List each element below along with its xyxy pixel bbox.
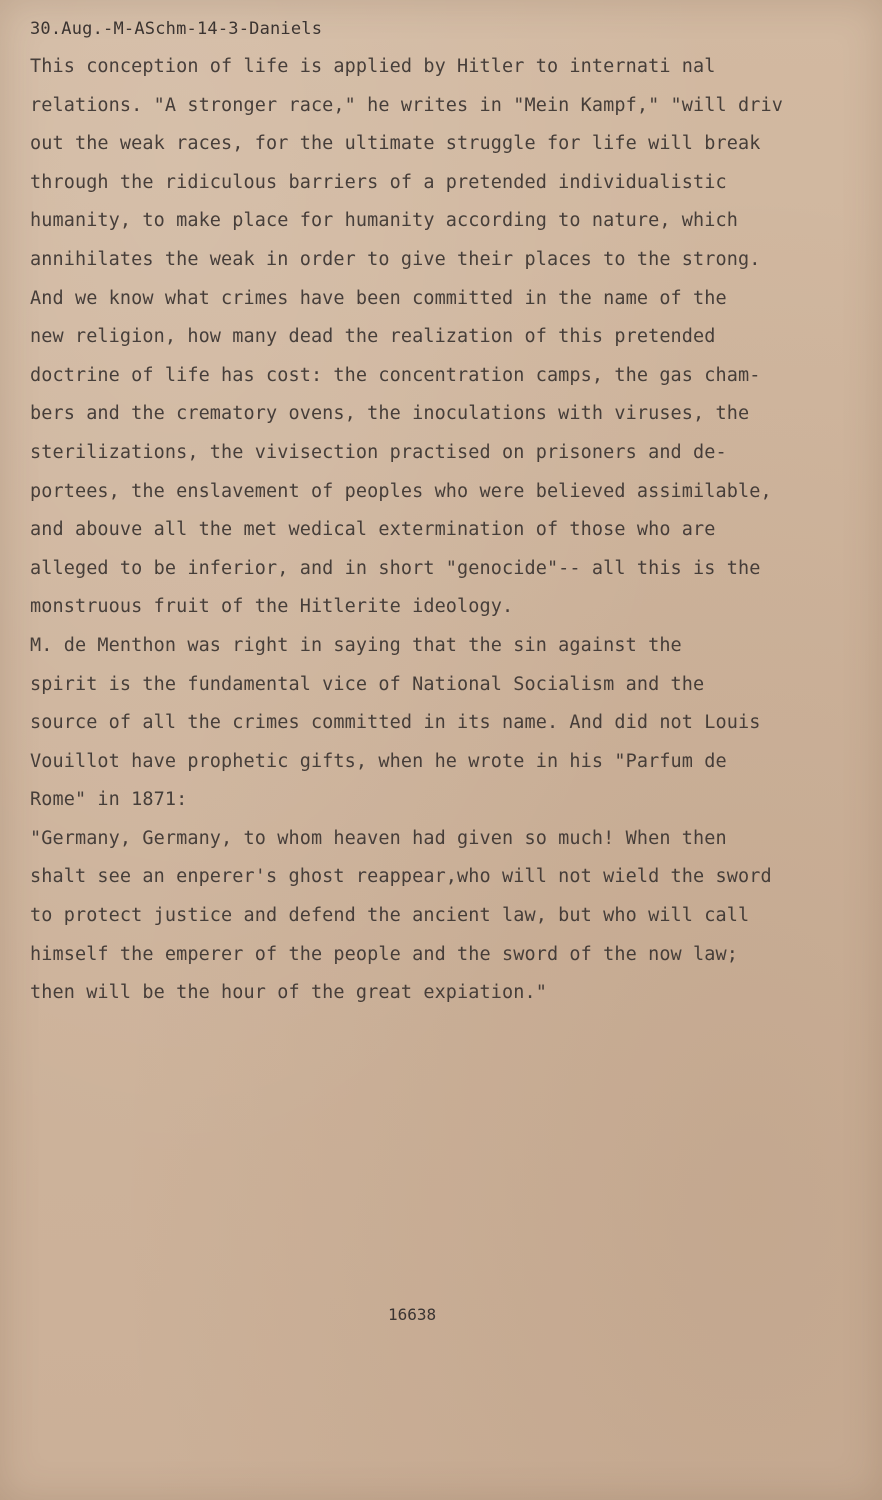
text-line: monstruous fruit of the Hitlerite ideology. (30, 596, 514, 618)
text-line: alleged to be inferior, and in short "genocide"-- all this is the (30, 557, 761, 579)
text-line: to protect justice and defend the ancient law, but who will call (30, 905, 750, 927)
text-line: doctrine of life has cost: the concentration camps, the gas cham- (30, 364, 761, 386)
document-header: 30.Aug.-M-ASchm-14-3-Daniels (30, 19, 323, 39)
text-line: himself the emperer of the people and the sword of the now law; (30, 943, 738, 965)
text-line: through the ridiculous barriers of a pretended individualistic (30, 171, 727, 193)
text-line: bers and the crematory ovens, the inoculations with viruses, the (30, 403, 750, 425)
text-line: then will be the hour of the great expiation." (30, 982, 547, 1004)
text-line: humanity, to make place for humanity according to nature, which (30, 210, 738, 232)
text-line: portees, the enslavement of peoples who were believed assimilable, (30, 480, 772, 502)
text-line: source of all the crimes committed in its name. And did not Louis (30, 712, 761, 734)
text-line: annihilates the weak in order to give their places to the strong. (30, 248, 761, 270)
text-line: sterilizations, the vivisection practised on prisoners and de- (30, 441, 727, 463)
page-number: 16638 (388, 1305, 437, 1324)
text-line: Vouillot have prophetic gifts, when he wrote in his "Parfum de (30, 750, 727, 772)
text-line: out the weak races, for the ultimate struggle for life will break (30, 133, 761, 155)
text-line: new religion, how many dead the realization of this pretended (30, 326, 716, 348)
text-line: Rome" in 1871: (30, 789, 188, 811)
text-line: And we know what crimes have been committed in the name of the (30, 287, 727, 309)
text-line: M. de Menthon was right in saying that the sin against the (30, 634, 682, 656)
document-body (30, 53, 830, 1018)
text-line: shalt see an enperer's ghost reappear,who will not wield the sword (30, 866, 772, 888)
text-line: This conception of life is applied by Hitler to internati nal (30, 56, 716, 77)
text-line: and abouve all the met wedical extermination of those who are (30, 519, 716, 541)
text-line: relations. "A stronger race," he writes in "Mein Kampf," "will driv (30, 94, 783, 116)
text-line: "Germany, Germany, to whom heaven had given so much! When then (30, 827, 727, 849)
text-line: spirit is the fundamental vice of National Socialism and the (30, 673, 705, 695)
